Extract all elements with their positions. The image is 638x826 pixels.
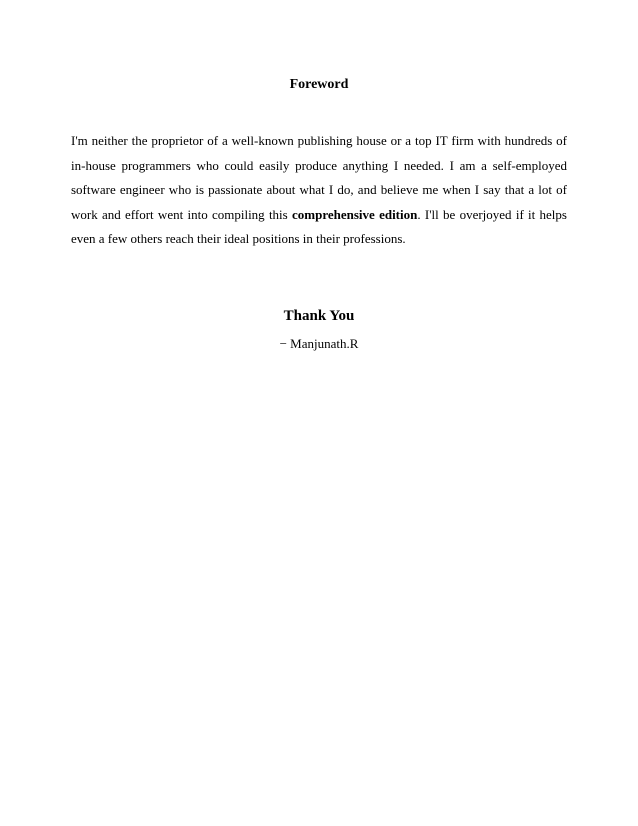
closing-thank-you: Thank You xyxy=(283,308,355,324)
paragraph-text-end: . I'll be overjoyed if it helps even a few others reach their ideal positions in their professions. xyxy=(71,206,567,246)
page-title: Foreword xyxy=(289,77,349,92)
paragraph-bold-phrase: comprehensive edition xyxy=(292,206,418,222)
author-signature: − Manjunath.R xyxy=(279,336,359,351)
foreword-paragraph xyxy=(71,129,567,252)
paragraph-text-start: I'm neither the proprietor of a well-known publishing house or a top IT firm with hundreds of in-house programmers who could easily produce anything I needed. I am a self-employed software engineer who is passionate about what I do, and believe me when I say that a lot of work and effort went into compiling this xyxy=(71,133,567,222)
